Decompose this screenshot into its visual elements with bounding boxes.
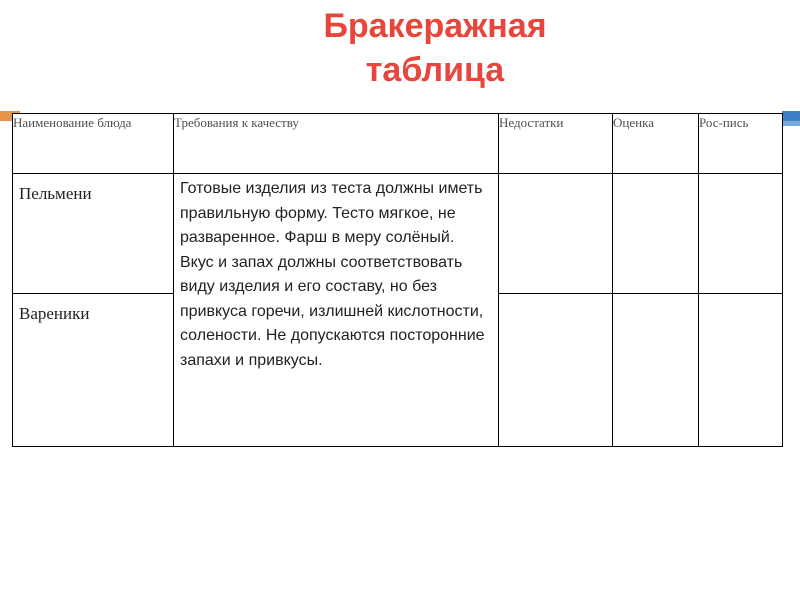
signature-cell[interactable] bbox=[699, 294, 783, 447]
header-requirements: Требования к качеству bbox=[174, 114, 499, 174]
defects-cell[interactable] bbox=[499, 174, 613, 294]
header-dish-name: Наименование блюда bbox=[13, 114, 174, 174]
title-line-1: Бракеражная bbox=[323, 7, 547, 45]
signature-cell[interactable] bbox=[699, 174, 783, 294]
dish-name-cell: Вареники bbox=[13, 294, 174, 447]
title-line-2: таблица bbox=[365, 51, 505, 89]
defects-cell[interactable] bbox=[499, 294, 613, 447]
rating-cell[interactable] bbox=[613, 174, 699, 294]
accent-bar-right bbox=[782, 111, 800, 121]
inspection-table bbox=[12, 113, 783, 447]
header-defects: Недостатки bbox=[499, 114, 613, 174]
dish-name-cell: Пельмени bbox=[13, 174, 174, 294]
requirements-cell: Готовые изделия из теста должны иметь правильную форму. Тесто мягкое, не разваренное. Фарш в меру солёный. Вкус и запах должны соответствовать виду изделия и его составу, но без привкуса горечи, излишней кислотности, солености. Не допускаются посторонние запахи и привкусы. bbox=[174, 174, 499, 447]
table-row bbox=[13, 174, 783, 294]
rating-cell[interactable] bbox=[613, 294, 699, 447]
accent-bar-right-shadow bbox=[782, 121, 800, 126]
page-title bbox=[0, 4, 800, 92]
table-header-row bbox=[13, 114, 783, 174]
header-rating: Оценка bbox=[613, 114, 699, 174]
header-signature: Рос-пись bbox=[699, 114, 783, 174]
